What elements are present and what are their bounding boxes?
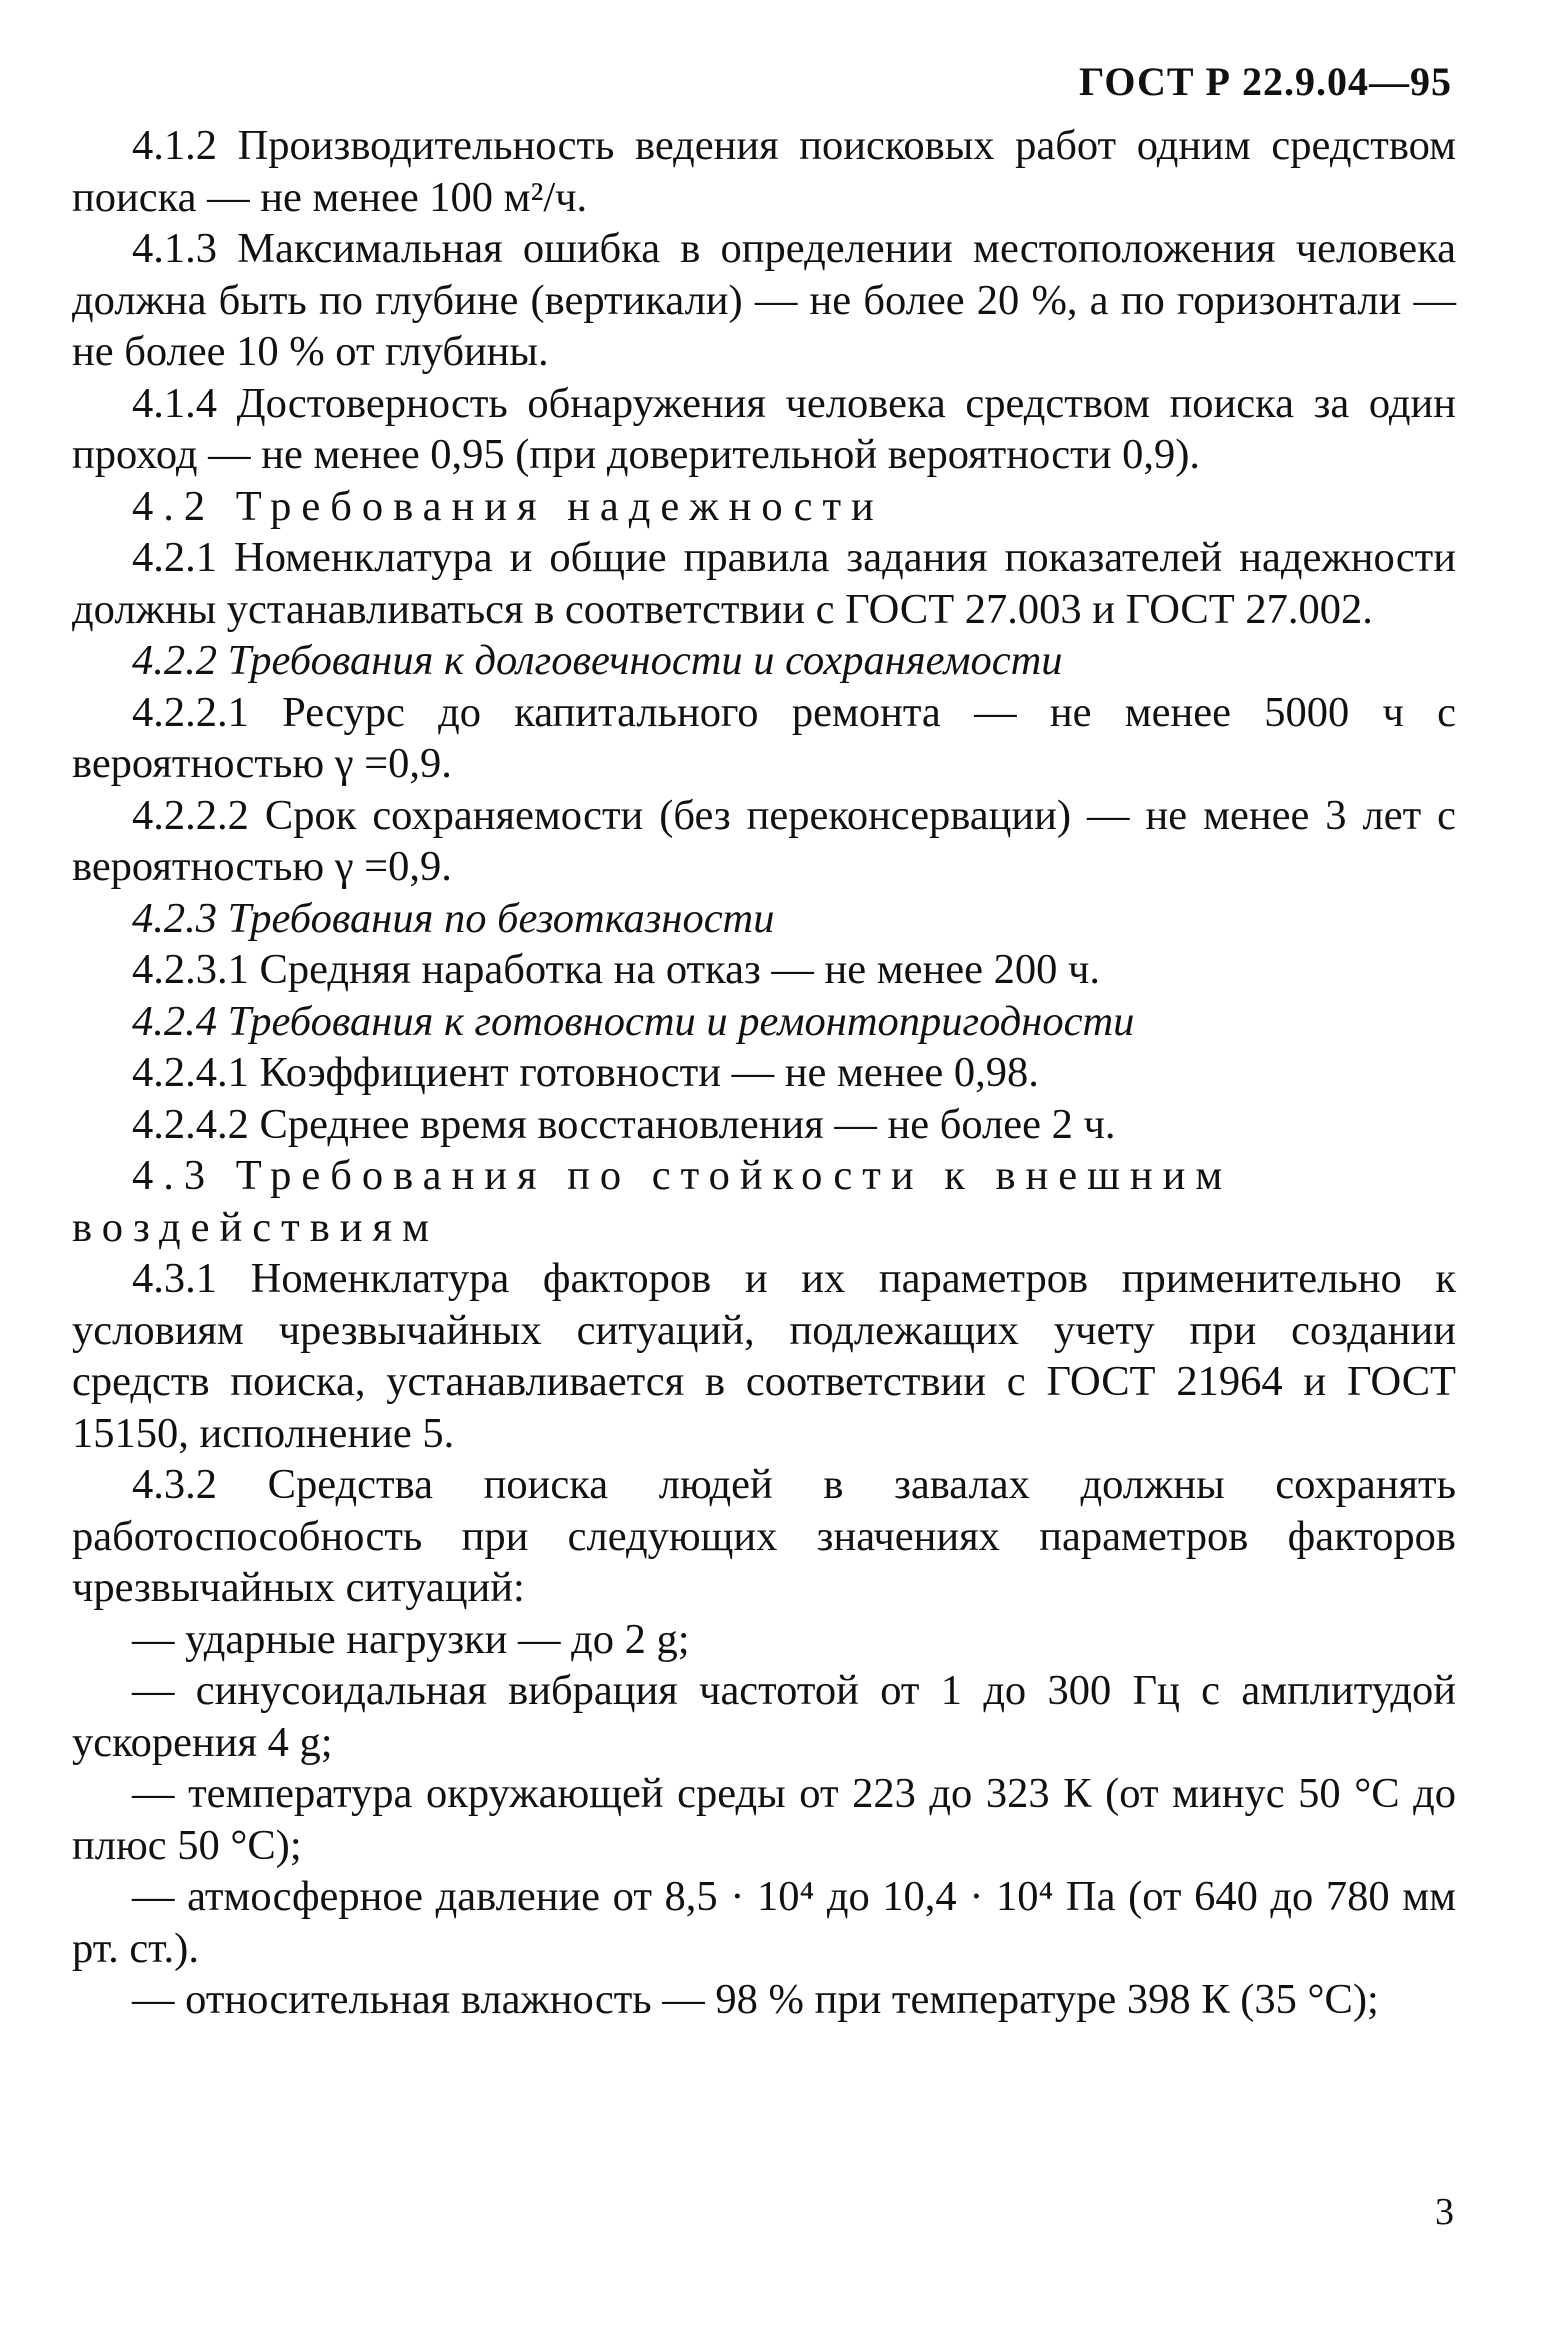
paragraph-5: 4.2.1 Номенклатура и общие правила задания показателей надежности должны устанавливаться в соответствии с ГОСТ 27.003 и ГОСТ 27.002. <box>72 534 1456 633</box>
paragraph-2: 4.1.3 Максимальная ошибка в определении местоположения человека должна быть по глубине (вертикали) — не более 20 %, а по горизонтали — не более 10 % от глубины. <box>72 225 1456 375</box>
paragraph-3: 4.1.4 Достоверность обнаружения человека средством поиска за один проход — не менее 0,95 (при доверительной вероятности 0,9). <box>72 379 1456 478</box>
document-designation: ГОСТ Р 22.9.04—95 <box>1078 59 1452 104</box>
paragraph-13: 4.2.4.2 Среднее время восстановления — не более 2 ч. <box>132 1100 1116 1148</box>
page-number: 3 <box>1435 2191 1454 2233</box>
paragraph-10: 4.2.3.1 Средняя наработка на отказ — не менее 200 ч. <box>132 946 1100 993</box>
paragraph-20: — атмосферное давление от 8,5 · 10⁴ до 10,4 · 10⁴ Па (от 640 до 780 мм рт. ст.). <box>72 1873 1456 1972</box>
paragraph-9: 4.2.3 Требования по безотказности <box>132 894 775 942</box>
paragraph-15: 4.3.1 Номенклатура факторов и их параметров применительно к условиям чрезвычайных ситуаций, подлежащих учету при создании средств поиска, устанавливается в соответствии с ГОСТ 21964 и ГОСТ 15150, исполнение 5. <box>72 1255 1456 1457</box>
paragraph-17: — ударные нагрузки — до 2 g; <box>132 1615 690 1663</box>
paragraph-7: 4.2.2.1 Ресурс до капитального ремонта — не менее 5000 ч с вероятностью γ =0,9. <box>72 688 1456 787</box>
paragraph-18: — синусоидальная вибрация частотой от 1 до 300 Гц с амплитудой ускорения 4 g; <box>72 1667 1456 1766</box>
paragraph-16: 4.3.2 Средства поиска людей в завалах должны сохранять работоспособность при следующих значениях параметров факторов чрезвычайных ситуаций: <box>72 1461 1456 1611</box>
paragraph-11: 4.2.4 Требования к готовности и ремонтопригодности <box>132 997 1135 1045</box>
paragraph-6: 4.2.2 Требования к долговечности и сохраняемости <box>132 637 1063 684</box>
paragraph-1: 4.1.2 Производительность ведения поисковых работ одним средством поиска — не менее 100 м²/ч. <box>72 122 1456 221</box>
paragraph-4: 4.2 Требования надежности <box>132 482 884 530</box>
paragraph-8: 4.2.2.2 Срок сохраняемости (без переконсервации) — не менее 3 лет с вероятностью γ =0,9. <box>72 791 1456 890</box>
paragraph-12: 4.2.4.1 Коэффициент готовности — не менее 0,98. <box>132 1049 1039 1096</box>
paragraph-21: — относительная влажность — 98 % при температуре 398 К (35 °С); <box>132 1976 1379 2023</box>
paragraph-19: — температура окружающей среды от 223 до 323 К (от минус 50 °С до плюс 50 °С); <box>72 1770 1456 1869</box>
document-body <box>72 120 1456 2026</box>
paragraph-14: 4.3 Требования по стойкости к внешним воздействиям <box>72 1152 1233 1251</box>
